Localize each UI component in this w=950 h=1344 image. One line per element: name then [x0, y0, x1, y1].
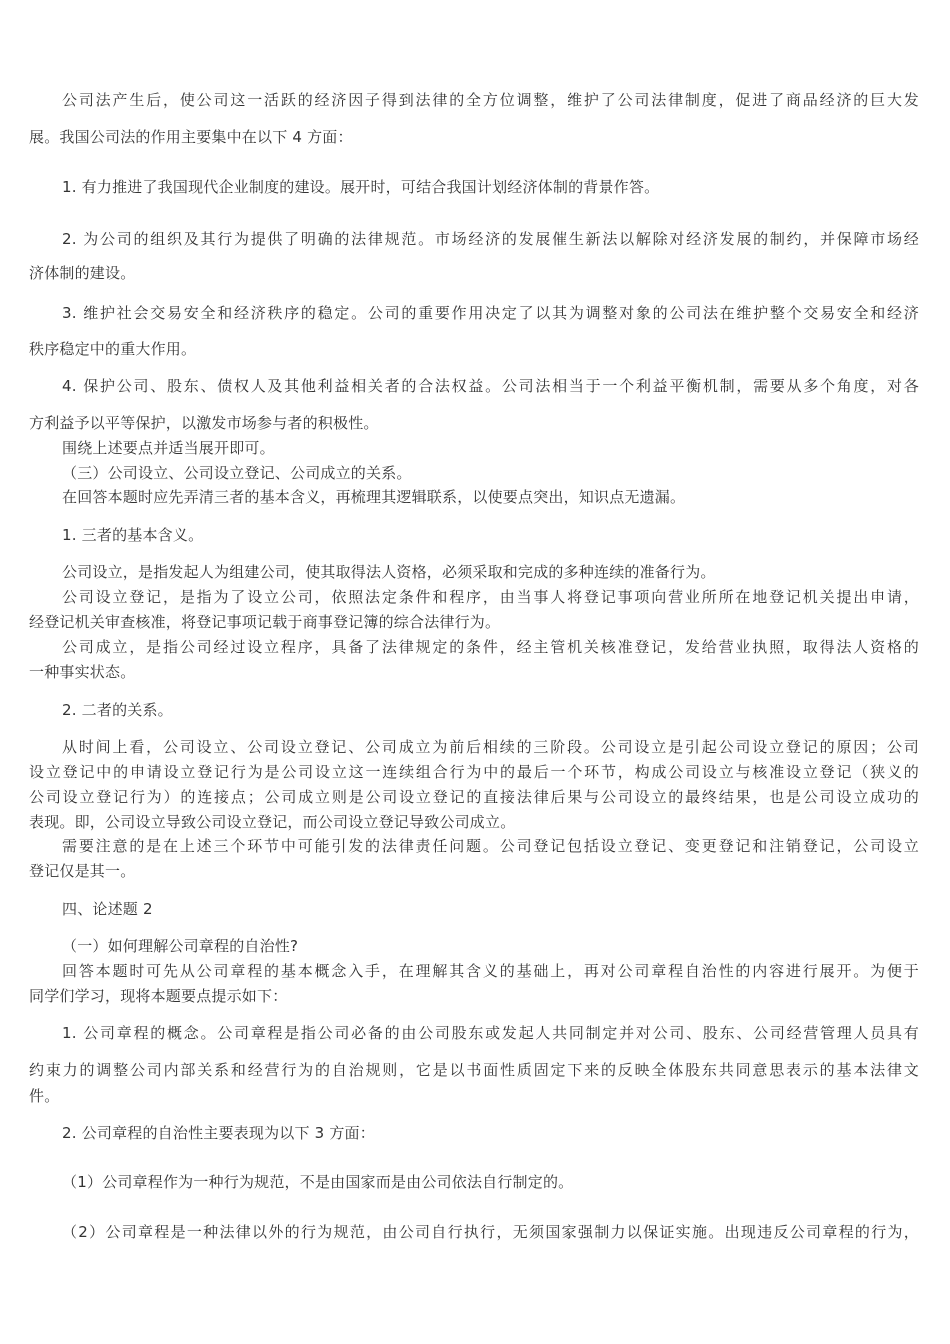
text-line: （1）公司章程作为一种行为规范，不是由国家而是由公司依法自行制定的。 — [62, 1173, 574, 1191]
text-line: 公司法产生后，使公司这一活跃的经济因子得到法律的全方位调整，维护了公司法律制度，促进了商品经济的巨大发 — [62, 91, 919, 109]
text-line: 秩序稳定中的重大作用。 — [29, 340, 197, 358]
text-line: （一）如何理解公司章程的自治性? — [62, 937, 299, 955]
text-line: 一种事实状态。 — [29, 663, 136, 681]
text-line: 在回答本题时应先弄清三者的基本含义，再梳理其逻辑联系，以使要点突出，知识点无遗漏。 — [62, 488, 686, 506]
text-line: 同学们学习，现将本题要点提示如下： — [29, 987, 288, 1005]
text-line: 4. 保护公司、股东、债权人及其他利益相关者的合法权益。公司法相当于一个利益平衡机制，需要从多个角度，对各 — [62, 377, 919, 395]
text-line: （2）公司章程是一种法律以外的行为规范，由公司自行执行，无须国家强制力以保证实施。出现违反公司章程的行为， — [62, 1223, 919, 1241]
text-line: 从时间上看，公司设立、公司设立登记、公司成立为前后相续的三阶段。公司设立是引起公司设立登记的原因；公司 — [62, 738, 919, 756]
text-line: 件。 — [29, 1087, 60, 1105]
text-line: 四、论述题 2 — [62, 900, 153, 918]
text-line: 1. 公司章程的概念。公司章程是指公司必备的由公司股东或发起人共同制定并对公司、股东、公司经营管理人员具有 — [62, 1024, 919, 1042]
text-line: 2. 为公司的组织及其行为提供了明确的法律规范。市场经济的发展催生新法以解除对经济发展的制约，并保障市场经 — [62, 230, 919, 248]
text-line: 展。我国公司法的作用主要集中在以下 4 方面： — [29, 128, 353, 146]
text-line: 公司成立，是指公司经过设立程序，具备了法律规定的条件，经主管机关核准登记，发给营业执照，取得法人资格的 — [62, 638, 919, 656]
text-line: 3. 维护社会交易安全和经济秩序的稳定。公司的重要作用决定了以其为调整对象的公司法在维护整个交易安全和经济 — [62, 304, 919, 322]
text-line: 回答本题时可先从公司章程的基本概念入手，在理解其含义的基础上，再对公司章程自治性的内容进行展开。为便于 — [62, 962, 919, 980]
text-line: 设立登记中的申请设立登记行为是公司设立这一连续组合行为中的最后一个环节，构成公司设立与核准设立登记（狭义的 — [29, 763, 919, 781]
text-line: 1. 三者的基本含义。 — [62, 526, 204, 544]
text-line: 1. 有力推进了我国现代企业制度的建设。展开时，可结合我国计划经济体制的背景作答。 — [62, 178, 660, 196]
text-line: 约束力的调整公司内部关系和经营行为的自治规则，它是以书面性质固定下来的反映全体股东共同意思表示的基本法律文 — [29, 1061, 919, 1079]
text-line: 围绕上述要点并适当展开即可。 — [62, 439, 275, 457]
text-line: 需要注意的是在上述三个环节中可能引发的法律责任问题。公司登记包括设立登记、变更登记和注销登记，公司设立 — [62, 837, 919, 855]
text-line: （三）公司设立、公司设立登记、公司成立的关系。 — [62, 464, 412, 482]
text-line: 登记仅是其一。 — [29, 862, 136, 880]
text-line: 2. 公司章程的自治性主要表现为以下 3 方面： — [62, 1124, 375, 1142]
text-line: 2. 二者的关系。 — [62, 701, 173, 719]
text-line: 公司设立，是指发起人为组建公司，使其取得法人资格，必须采取和完成的多种连续的准备行为。 — [62, 563, 716, 581]
text-line: 济体制的建设。 — [29, 264, 136, 282]
text-line: 公司设立登记行为）的连接点；公司成立则是公司设立登记的直接法律后果与公司设立的最终结果，也是公司设立成功的 — [29, 788, 919, 806]
text-line: 经登记机关审查核准，将登记事项记载于商事登记簿的综合法律行为。 — [29, 613, 501, 631]
text-line: 公司设立登记，是指为了设立公司，依照法定条件和程序，由当事人将登记事项向营业所所在地登记机关提出申请， — [62, 588, 919, 606]
text-line: 表现。即，公司设立导致公司设立登记，而公司设立登记导致公司成立。 — [29, 813, 516, 831]
text-line: 方利益予以平等保护，以激发市场参与者的积极性。 — [29, 414, 379, 432]
